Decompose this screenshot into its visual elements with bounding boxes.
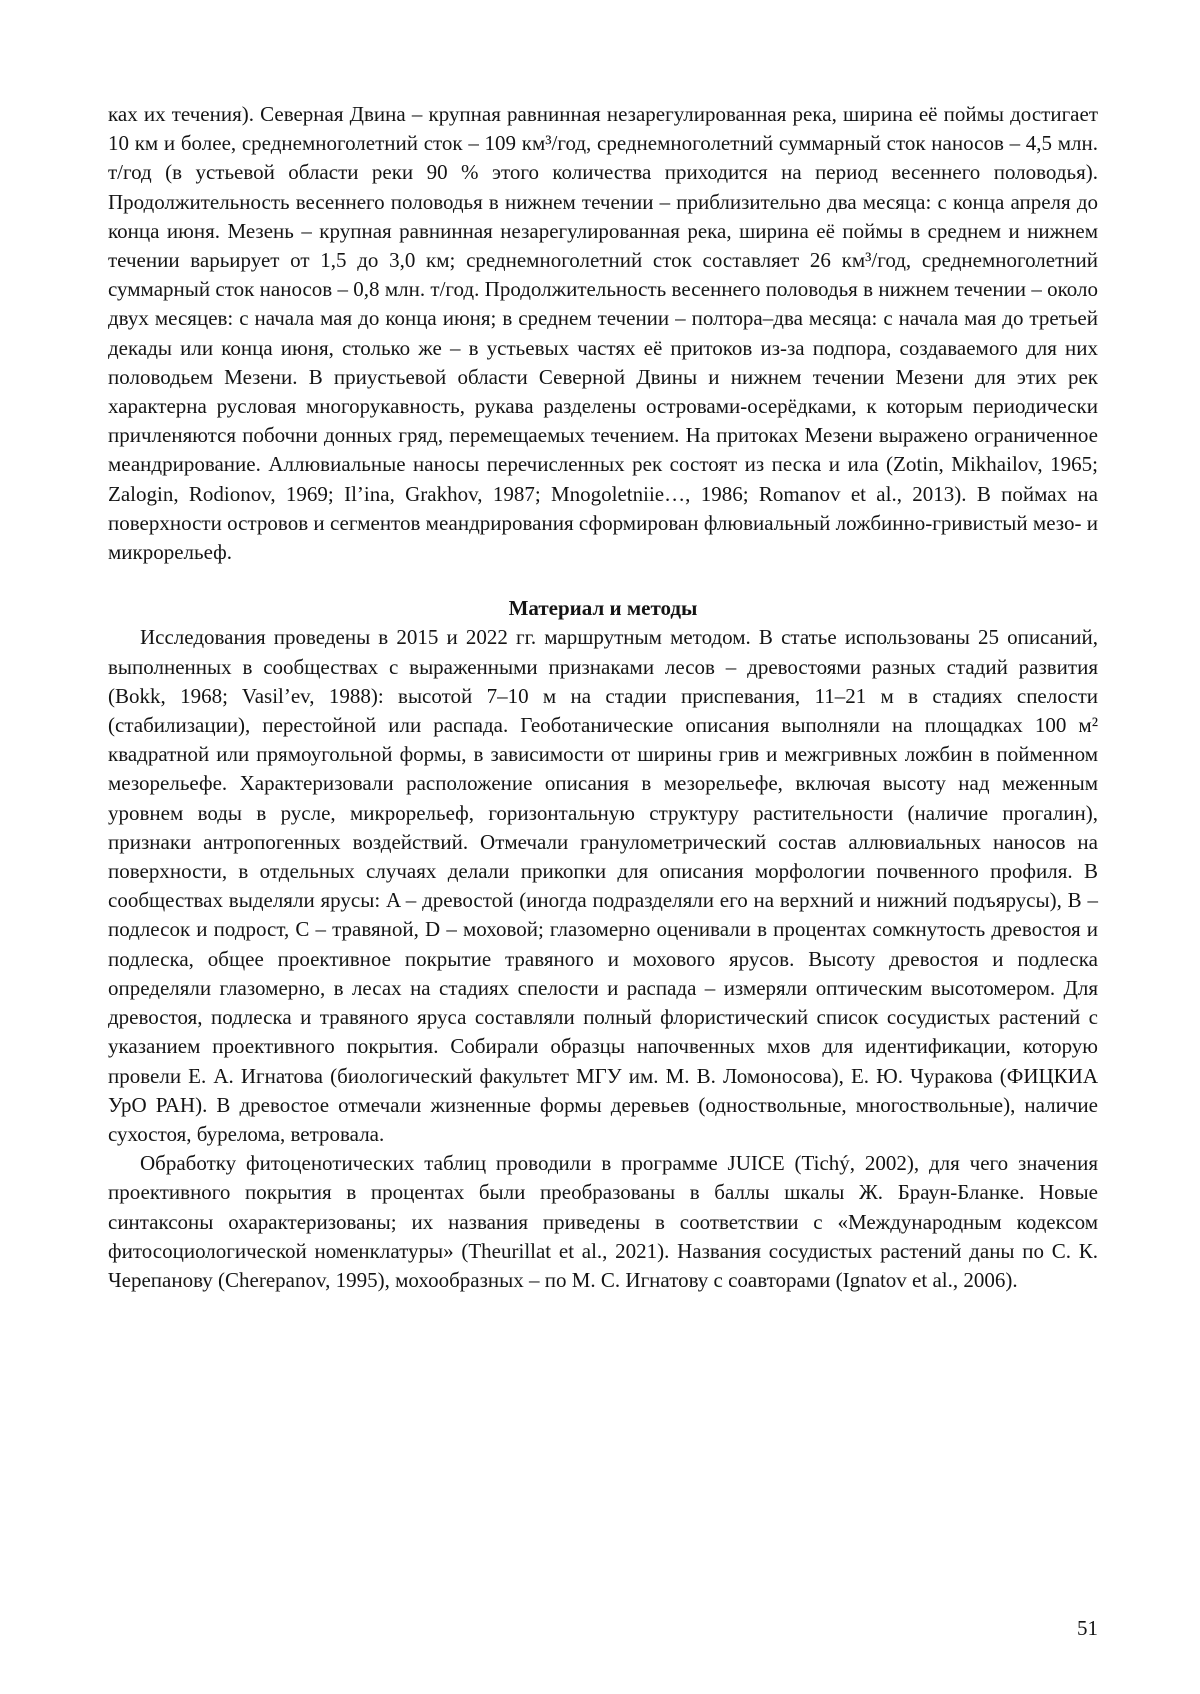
paragraph-processing: Обработку фитоценотических таблиц проводили в программе JUICE (Tichý, 2002), для чего значения проективного покрытия в процентах были преобразованы в баллы шкалы Ж. Браун-Бланке. Новые синтаксоны охарактеризованы; их названия приведены в соответствии с «Международным кодексом фитосоциологической номенклатуры» (Theurillat et al., 2021). Названия сосудистых растений даны по С. К. Черепанову (Cherepanov, 1995), мохообразных – по М. С. Игнатову с соавторами (Ignatov et al., 2006). <box>108 1151 1098 1292</box>
page-body <box>108 100 1098 1295</box>
paragraph-rivers: ках их течения). Северная Двина – крупная равнинная незарегулированная река, ширина её поймы достигает 10 км и более, среднемноголетний сток – 109 км³/год, среднемноголетний суммарный сток наносов – 4,5 млн. т/год (в устьевой области реки 90 % этого количества приходится на период весеннего половодья). Продолжительность весеннего половодья в нижнем течении – приблизительно два месяца: с конца апреля до конца июня. Мезень – крупная равнинная незарегулированная река, ширина её поймы в среднем и нижнем течении варьирует от 1,5 до 3,0 км; среднемноголетний сток составляет 26 км³/год, среднемноголетний суммарный сток наносов – 0,8 млн. т/год. Продолжительность весеннего половодья в нижнем течении – около двух месяцев: с начала мая до конца июня; в среднем течении – полтора–два месяца: с начала мая до третьей декады или конца июня, столько же – в устьевых частях её притоков из-за подпора, создаваемого для них половодьем Мезени. В приустьевой области Северной Двины и нижнем течении Мезени для этих рек характерна русловая многорукавность, рукава разделены островами-осерёдками, к которым периодически причленяются побочни донных гряд, перемещаемых течением. На притоках Мезени выражено ограниченное меандрирование. Аллювиальные наносы перечисленных рек состоят из песка и ила (Zotin, Mikhailov, 1965; Zalogin, Rodionov, 1969; Il’ina, Grakhov, 1987; Mnogoletniie…, 1986; Romanov et al., 2013). В поймах на поверхности островов и сегментов меандрирования сформирован флювиальный ложбинно-гривистый мезо- и микрорельеф. <box>108 102 1098 565</box>
section-title: Материал и методы <box>508 596 698 621</box>
paragraph-methods: Исследования проведены в 2015 и 2022 гг. маршрутным методом. В статье использованы 25 описаний, выполненных в сообществах с выраженными признаками лесов – древостоями разных стадий развития (Bokk, 1968; Vasil’ev, 1988): высотой 7–10 м на стадии приспевания, 11–21 м в стадиях спелости (стабилизации), перестойной или распада. Геоботанические описания выполняли на площадках 100 м² квадратной или прямоугольной формы, в зависимости от ширины грив и межгривных ложбин в пойменном мезорельефе. Характеризовали расположение описания в мезорельефе, включая высоту над меженным уровнем воды в русле, микрорельеф, горизонтальную структуру растительности (наличие прогалин), признаки антропогенных воздействий. Отмечали гранулометрический состав аллювиальных наносов на поверхности, в отдельных случаях делали прикопки для описания морфологии почвенного профиля. В сообществах выделяли ярусы: A – древостой (иногда подразделяли его на верхний и нижний подъярусы), B – подлесок и подрост, C – травяной, D – моховой; глазомерно оценивали в процентах сомкнутость древостоя и подлеска, общее проективное покрытие травяного и мохового ярусов. Высоту древостоя и подлеска определяли глазомерно, в лесах на стадиях спелости и распада – измеряли оптическим высотомером. Для древостоя, подлеска и травяного яруса составляли полный флористический список сосудистых растений с указанием проективного покрытия. Собирали образцы напочвенных мхов для идентификации, которую провели Е. А. Игнатова (биологический факультет МГУ им. М. В. Ломоносова), Е. Ю. Чуракова (ФИЦКИА УрО РАН). В древостое отмечали жизненные формы деревьев (одноствольные, многоствольные), наличие сухостоя, бурелома, ветровала. <box>108 625 1098 1146</box>
page-number: 51 <box>1077 1616 1098 1640</box>
